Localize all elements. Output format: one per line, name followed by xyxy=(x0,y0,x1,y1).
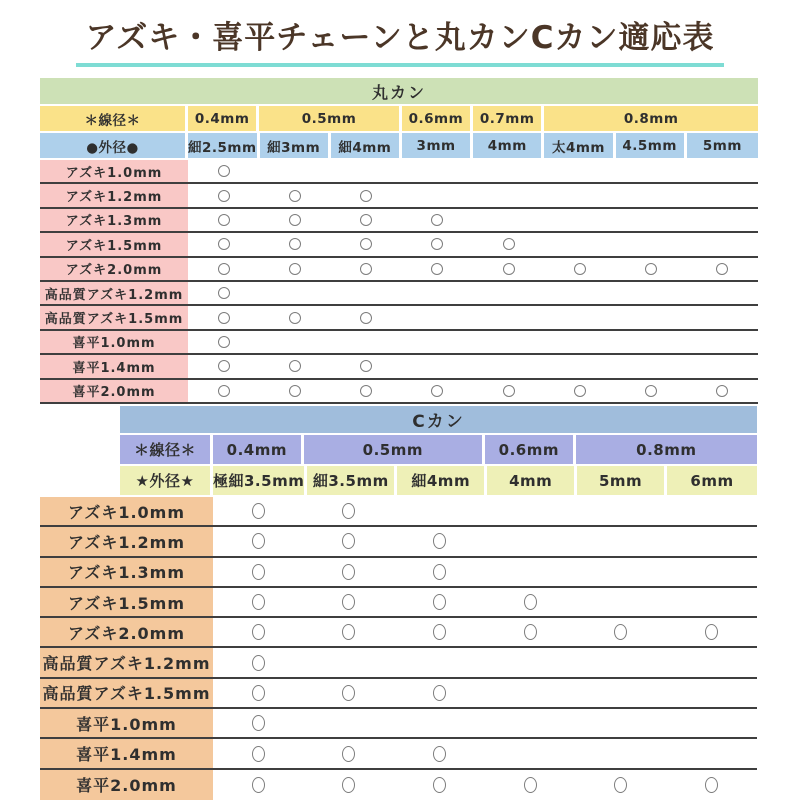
compat-cell xyxy=(304,739,395,767)
row-label: アズキ2.0mm xyxy=(40,258,188,280)
compat-cell xyxy=(213,739,304,767)
compat-cell xyxy=(213,679,304,707)
compat-cell xyxy=(213,709,304,737)
compat-cell xyxy=(213,618,304,646)
compat-cell xyxy=(473,380,544,402)
row-label: 喜平2.0mm xyxy=(40,380,188,402)
compat-circle-icon xyxy=(705,777,718,793)
compat-cell xyxy=(259,306,330,328)
compat-circle-icon xyxy=(218,287,230,299)
compat-cell xyxy=(687,233,758,255)
outer-diameter-cell: 5mm xyxy=(577,466,667,495)
compat-cell xyxy=(394,618,485,646)
compat-circle-icon xyxy=(289,385,301,397)
compat-circle-icon xyxy=(716,385,728,397)
compat-cell xyxy=(544,233,615,255)
compat-cell xyxy=(402,331,473,353)
row-label: アズキ1.3mm xyxy=(40,209,188,231)
compat-circle-icon xyxy=(252,746,265,762)
compat-cell xyxy=(402,306,473,328)
compat-cell xyxy=(402,233,473,255)
table-row xyxy=(40,184,758,208)
row-label: アズキ2.0mm xyxy=(40,618,213,646)
compat-circle-icon xyxy=(360,214,372,226)
row-label: 喜平1.4mm xyxy=(40,355,188,377)
page-header xyxy=(0,12,800,67)
compat-cell xyxy=(544,331,615,353)
compat-cell xyxy=(616,184,687,206)
compat-cell xyxy=(687,160,758,182)
compat-circle-icon xyxy=(360,263,372,275)
compat-cell xyxy=(473,209,544,231)
compat-cell xyxy=(485,527,576,555)
compat-cell xyxy=(485,739,576,767)
compat-cell xyxy=(616,160,687,182)
compat-cell xyxy=(666,527,757,555)
compat-cell xyxy=(687,209,758,231)
compat-cell xyxy=(576,558,667,586)
compat-circle-icon xyxy=(431,385,443,397)
table-row xyxy=(40,331,758,355)
compat-circle-icon xyxy=(574,263,586,275)
table-row xyxy=(40,258,758,282)
compat-circle-icon xyxy=(218,238,230,250)
compat-circle-icon xyxy=(218,165,230,177)
compat-cell xyxy=(213,527,304,555)
compat-cell xyxy=(402,184,473,206)
c-kan-table-body xyxy=(40,497,757,800)
compat-cell xyxy=(331,184,402,206)
compat-cell xyxy=(394,527,485,555)
compat-circle-icon xyxy=(431,214,443,226)
compat-cell xyxy=(188,380,259,402)
maru-kan-table xyxy=(40,78,758,404)
table-row xyxy=(40,160,758,184)
compat-cell xyxy=(473,160,544,182)
outer-diameter-row-label: ●外径● xyxy=(40,133,188,158)
c-outer-diameter-row xyxy=(120,466,757,495)
compat-cell xyxy=(687,355,758,377)
table-row xyxy=(40,679,757,709)
compat-circle-icon xyxy=(433,594,446,610)
outer-diameter-cell: 4mm xyxy=(473,133,544,158)
compat-cell xyxy=(259,209,330,231)
compat-circle-icon xyxy=(360,312,372,324)
compat-cell xyxy=(666,497,757,525)
compat-cell xyxy=(666,558,757,586)
compat-cell xyxy=(331,160,402,182)
compat-cell xyxy=(544,355,615,377)
table-row xyxy=(40,355,758,379)
compat-cell xyxy=(188,306,259,328)
compat-circle-icon xyxy=(342,594,355,610)
wire-diameter-cell: 0.8mm xyxy=(576,435,757,464)
compat-cell xyxy=(576,588,667,616)
table-row xyxy=(40,380,758,404)
compat-cell xyxy=(485,770,576,800)
outer-diameter-row-label: ★外径★ xyxy=(120,466,213,495)
maru-wire-diameter-row xyxy=(40,106,758,131)
compat-cell xyxy=(394,497,485,525)
compat-cell xyxy=(402,209,473,231)
compat-cell xyxy=(544,380,615,402)
compat-cell xyxy=(188,282,259,304)
maru-kan-table-header: 丸カン xyxy=(40,78,758,104)
table-row xyxy=(40,618,757,648)
outer-diameter-cell: 4mm xyxy=(487,466,577,495)
compat-cell xyxy=(544,209,615,231)
compat-circle-icon xyxy=(342,746,355,762)
compat-cell xyxy=(616,282,687,304)
row-label: アズキ1.5mm xyxy=(40,588,213,616)
compat-cell xyxy=(687,306,758,328)
compat-circle-icon xyxy=(252,655,265,671)
compat-circle-icon xyxy=(289,312,301,324)
compat-cell xyxy=(485,679,576,707)
compat-circle-icon xyxy=(614,624,627,640)
row-label: 喜平1.4mm xyxy=(40,739,213,767)
compat-cell xyxy=(666,648,757,676)
compat-circle-icon xyxy=(252,564,265,580)
table-row xyxy=(40,588,757,618)
row-label: アズキ1.0mm xyxy=(40,160,188,182)
compat-cell xyxy=(394,709,485,737)
compat-circle-icon xyxy=(524,777,537,793)
wire-diameter-cell: 0.5mm xyxy=(304,435,485,464)
compat-cell xyxy=(666,618,757,646)
compat-cell xyxy=(213,648,304,676)
compat-circle-icon xyxy=(503,238,515,250)
row-label: アズキ1.2mm xyxy=(40,184,188,206)
compat-circle-icon xyxy=(433,564,446,580)
compat-cell xyxy=(666,739,757,767)
compat-circle-icon xyxy=(252,777,265,793)
compat-circle-icon xyxy=(574,385,586,397)
compat-cell xyxy=(576,497,667,525)
outer-diameter-cell: 細2.5mm xyxy=(188,133,260,158)
table-row xyxy=(40,739,757,769)
compat-cell xyxy=(331,233,402,255)
outer-diameter-cell: 太4mm xyxy=(544,133,615,158)
table-row xyxy=(40,233,758,257)
outer-diameter-cell: 細4mm xyxy=(331,133,402,158)
compat-cell xyxy=(576,679,667,707)
compat-cell xyxy=(485,618,576,646)
compat-circle-icon xyxy=(433,685,446,701)
compat-cell xyxy=(402,282,473,304)
compat-cell xyxy=(402,380,473,402)
compat-circle-icon xyxy=(252,685,265,701)
compat-cell xyxy=(394,558,485,586)
compat-cell xyxy=(304,648,395,676)
compat-cell xyxy=(304,497,395,525)
compat-cell xyxy=(687,331,758,353)
compat-cell xyxy=(402,160,473,182)
compat-circle-icon xyxy=(524,624,537,640)
compat-cell xyxy=(473,355,544,377)
compat-circle-icon xyxy=(360,385,372,397)
compat-cell xyxy=(666,709,757,737)
row-label: アズキ1.2mm xyxy=(40,527,213,555)
maru-data-rows xyxy=(40,160,758,404)
compat-cell xyxy=(188,209,259,231)
compat-cell xyxy=(544,160,615,182)
compat-cell xyxy=(188,355,259,377)
row-label: アズキ1.3mm xyxy=(40,558,213,586)
row-label: アズキ1.0mm xyxy=(40,497,213,525)
compat-cell xyxy=(576,527,667,555)
compat-circle-icon xyxy=(218,385,230,397)
compat-cell xyxy=(304,558,395,586)
table-row xyxy=(40,497,757,527)
compat-circle-icon xyxy=(252,503,265,519)
compat-cell xyxy=(402,355,473,377)
compat-circle-icon xyxy=(645,385,657,397)
compat-cell xyxy=(188,233,259,255)
compat-circle-icon xyxy=(252,533,265,549)
compat-cell xyxy=(473,233,544,255)
compat-cell xyxy=(666,679,757,707)
compat-cell xyxy=(259,258,330,280)
compat-cell xyxy=(616,355,687,377)
compat-circle-icon xyxy=(252,715,265,731)
row-label: 高品質アズキ1.2mm xyxy=(40,282,188,304)
compat-circle-icon xyxy=(431,238,443,250)
compat-cell xyxy=(259,184,330,206)
compat-circle-icon xyxy=(716,263,728,275)
compat-circle-icon xyxy=(252,594,265,610)
compat-cell xyxy=(213,497,304,525)
compat-cell xyxy=(544,282,615,304)
c-wire-diameter-row xyxy=(120,435,757,464)
compat-cell xyxy=(473,184,544,206)
row-label: 高品質アズキ1.5mm xyxy=(40,679,213,707)
compat-cell xyxy=(576,648,667,676)
compat-circle-icon xyxy=(360,360,372,372)
compat-cell xyxy=(304,588,395,616)
compat-cell xyxy=(687,184,758,206)
compat-cell xyxy=(666,588,757,616)
compat-circle-icon xyxy=(289,263,301,275)
compat-cell xyxy=(473,282,544,304)
compat-cell xyxy=(616,331,687,353)
compat-cell xyxy=(394,770,485,800)
compat-cell xyxy=(188,160,259,182)
compat-cell xyxy=(259,233,330,255)
outer-diameter-cell: 細3.5mm xyxy=(307,466,397,495)
wire-diameter-cell: 0.4mm xyxy=(213,435,304,464)
compat-circle-icon xyxy=(614,777,627,793)
wire-diameter-cell: 0.5mm xyxy=(259,106,402,131)
compat-circle-icon xyxy=(431,263,443,275)
compat-circle-icon xyxy=(289,238,301,250)
compat-cell xyxy=(485,497,576,525)
row-label: 高品質アズキ1.2mm xyxy=(40,648,213,676)
wire-diameter-cell: 0.6mm xyxy=(402,106,473,131)
compat-cell xyxy=(304,527,395,555)
compat-cell xyxy=(473,258,544,280)
outer-diameter-cell: 細3mm xyxy=(260,133,331,158)
compat-circle-icon xyxy=(218,214,230,226)
compat-cell xyxy=(544,184,615,206)
compat-cell xyxy=(616,306,687,328)
outer-diameter-cell: 極細3.5mm xyxy=(213,466,307,495)
row-label: 喜平1.0mm xyxy=(40,709,213,737)
compat-cell xyxy=(544,258,615,280)
compat-circle-icon xyxy=(289,214,301,226)
compat-cell xyxy=(485,709,576,737)
compat-circle-icon xyxy=(503,263,515,275)
compat-cell xyxy=(188,184,259,206)
compat-cell xyxy=(259,282,330,304)
compat-circle-icon xyxy=(342,777,355,793)
compat-cell xyxy=(394,588,485,616)
row-label: 喜平1.0mm xyxy=(40,331,188,353)
compat-cell xyxy=(394,648,485,676)
compat-circle-icon xyxy=(705,624,718,640)
table-row xyxy=(40,306,758,330)
compat-circle-icon xyxy=(342,503,355,519)
wire-diameter-cell: 0.8mm xyxy=(544,106,758,131)
compat-circle-icon xyxy=(218,263,230,275)
compat-cell xyxy=(188,258,259,280)
table-row xyxy=(40,558,757,588)
compat-cell xyxy=(576,770,667,800)
compat-circle-icon xyxy=(218,336,230,348)
compat-cell xyxy=(394,679,485,707)
compat-cell xyxy=(304,679,395,707)
compat-circle-icon xyxy=(433,624,446,640)
compat-cell xyxy=(576,709,667,737)
compat-cell xyxy=(259,331,330,353)
row-label: アズキ1.5mm xyxy=(40,233,188,255)
compat-circle-icon xyxy=(342,533,355,549)
compat-cell xyxy=(485,558,576,586)
wire-diameter-row-label: ＊線径＊ xyxy=(120,435,213,464)
compat-circle-icon xyxy=(645,263,657,275)
compat-circle-icon xyxy=(433,746,446,762)
compat-circle-icon xyxy=(252,624,265,640)
compat-cell xyxy=(616,258,687,280)
c-kan-table-header-block xyxy=(120,406,757,497)
compat-cell xyxy=(687,282,758,304)
wire-diameter-cell: 0.7mm xyxy=(473,106,544,131)
compat-circle-icon xyxy=(342,685,355,701)
page-title: アズキ・喜平チェーンと丸カンCカン適応表 xyxy=(76,12,725,67)
compat-circle-icon xyxy=(218,190,230,202)
outer-diameter-cell: 3mm xyxy=(402,133,473,158)
outer-diameter-cell: 4.5mm xyxy=(616,133,687,158)
compat-cell xyxy=(331,282,402,304)
row-label: 喜平2.0mm xyxy=(40,770,213,800)
compat-circle-icon xyxy=(360,238,372,250)
compat-cell xyxy=(188,331,259,353)
compat-cell xyxy=(331,380,402,402)
compat-cell xyxy=(576,618,667,646)
compat-circle-icon xyxy=(289,360,301,372)
compat-cell xyxy=(473,331,544,353)
compat-cell xyxy=(576,739,667,767)
compat-cell xyxy=(616,209,687,231)
compat-circle-icon xyxy=(218,312,230,324)
outer-diameter-cell: 細4mm xyxy=(397,466,487,495)
compat-cell xyxy=(544,306,615,328)
table-row xyxy=(40,282,758,306)
compat-cell xyxy=(687,258,758,280)
compat-cell xyxy=(687,380,758,402)
compat-cell xyxy=(485,588,576,616)
compat-cell xyxy=(402,258,473,280)
compat-cell xyxy=(213,588,304,616)
table-row xyxy=(40,648,757,678)
compat-circle-icon xyxy=(218,360,230,372)
compat-cell xyxy=(259,355,330,377)
outer-diameter-cell: 5mm xyxy=(687,133,758,158)
compat-circle-icon xyxy=(342,564,355,580)
compat-cell xyxy=(616,380,687,402)
maru-outer-diameter-row xyxy=(40,133,758,158)
wire-diameter-cell: 0.4mm xyxy=(188,106,259,131)
compat-cell xyxy=(394,739,485,767)
compat-cell xyxy=(259,160,330,182)
compat-cell xyxy=(331,306,402,328)
c-data-rows xyxy=(40,497,757,800)
compat-circle-icon xyxy=(433,533,446,549)
outer-diameter-cell: 6mm xyxy=(667,466,757,495)
compat-circle-icon xyxy=(524,594,537,610)
compat-cell xyxy=(304,709,395,737)
compat-cell xyxy=(304,618,395,646)
table-row xyxy=(40,709,757,739)
wire-diameter-cell: 0.6mm xyxy=(485,435,576,464)
compat-cell xyxy=(213,558,304,586)
compat-circle-icon xyxy=(360,190,372,202)
compat-cell xyxy=(331,258,402,280)
compat-cell xyxy=(304,770,395,800)
compat-circle-icon xyxy=(503,385,515,397)
compat-cell xyxy=(259,380,330,402)
compat-circle-icon xyxy=(289,190,301,202)
c-kan-table-header: Cカン xyxy=(120,406,757,433)
compat-cell xyxy=(331,331,402,353)
compat-cell xyxy=(666,770,757,800)
row-label: 高品質アズキ1.5mm xyxy=(40,306,188,328)
compat-cell xyxy=(616,233,687,255)
compat-circle-icon xyxy=(342,624,355,640)
table-row xyxy=(40,209,758,233)
compat-cell xyxy=(485,648,576,676)
compat-cell xyxy=(213,770,304,800)
compat-cell xyxy=(331,209,402,231)
table-row xyxy=(40,770,757,800)
compat-cell xyxy=(331,355,402,377)
compat-cell xyxy=(473,306,544,328)
compat-circle-icon xyxy=(433,777,446,793)
table-row xyxy=(40,527,757,557)
wire-diameter-row-label: ＊線径＊ xyxy=(40,106,188,131)
